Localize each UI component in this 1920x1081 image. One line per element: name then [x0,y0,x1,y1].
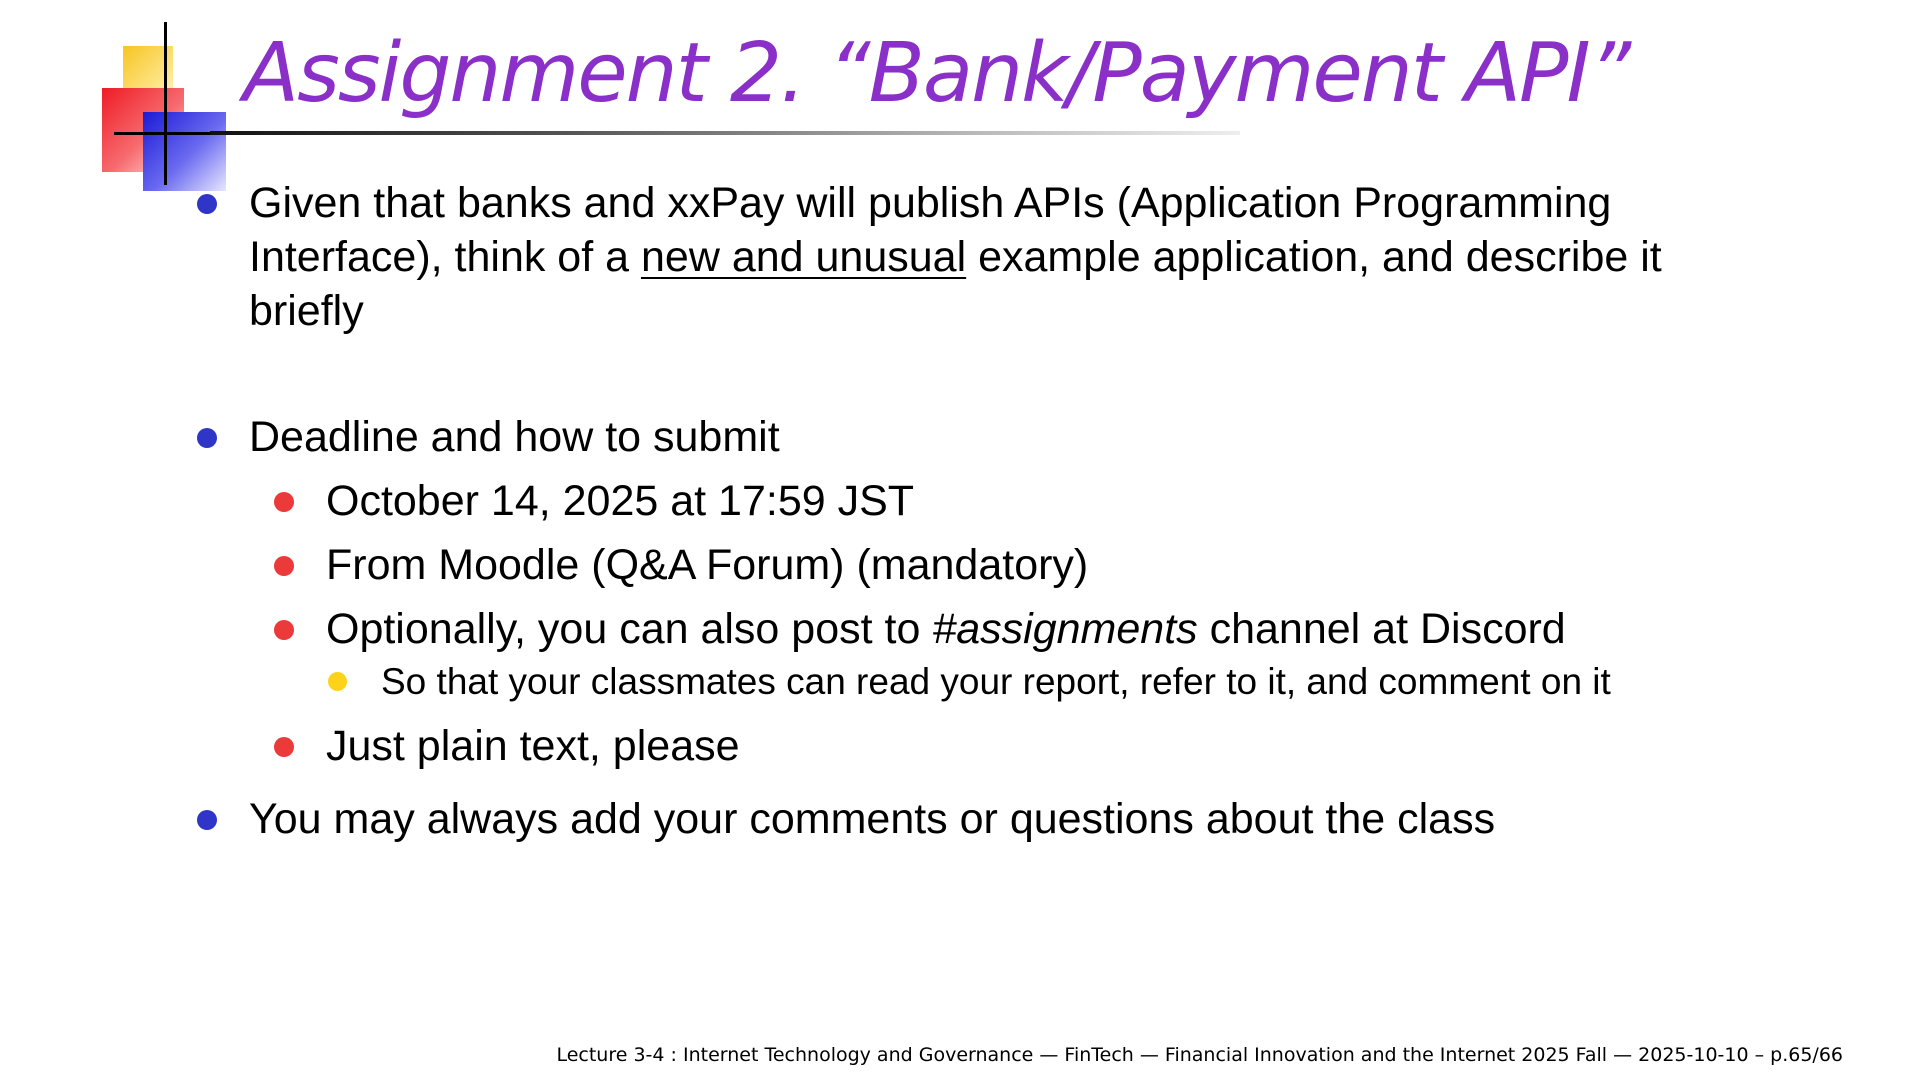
bullet-dot [197,810,217,830]
slide-footer: Lecture 3-4 : Internet Technology and Governance — FinTech — Financial Innovation and the Internet 2025 Fall — 2025-10-10 – p.65/66 [556,1044,1843,1066]
sub-bullet-dot [274,620,294,640]
bullet-1-text: example application, and describe it [966,233,1662,281]
emphasis-underline: new and unusual [640,233,967,281]
logo-vertical-line [164,22,167,185]
bullet-2-sub-4: Just plain text, please [326,722,740,770]
bullet-2-sub-3 [326,602,1566,656]
bullet-2-sub-3-sub-1: So that your classmates can read your report, refer to it, and comment on it [381,661,1611,702]
bullet-2-sub-1: October 14, 2025 at 17:59 JST [326,477,915,525]
slide-title: Assignment 2. “Bank/Payment API” [243,26,1630,121]
bullet-1-text: Interface), think of a [249,233,641,281]
bullet-2: Deadline and how to submit [249,413,780,461]
bullet-dot [197,194,217,214]
sub-bullet-dot [274,492,294,512]
bullet-2-sub-3-text: channel at Discord [1197,605,1566,653]
bullet-1-line-2 [249,230,1662,284]
channel-name: #assignments [932,605,1198,653]
bullet-dot [197,428,217,448]
bullet-2-sub-3-text: Optionally, you can also post to [326,605,933,653]
bullet-2-sub-2: From Moodle (Q&A Forum) (mandatory) [326,541,1089,589]
sub-sub-bullet-dot [328,672,347,691]
sub-bullet-dot [274,737,294,757]
logo-squares-icon [98,22,238,188]
bullet-1-line-3: briefly [249,287,364,335]
bullet-1-line-1: Given that banks and xxPay will publish APIs (Application Programming [249,179,1612,227]
title-divider [210,131,1240,135]
sub-bullet-dot [274,556,294,576]
bullet-3: You may always add your comments or questions about the class [249,795,1496,843]
logo-blue-square [143,112,226,191]
